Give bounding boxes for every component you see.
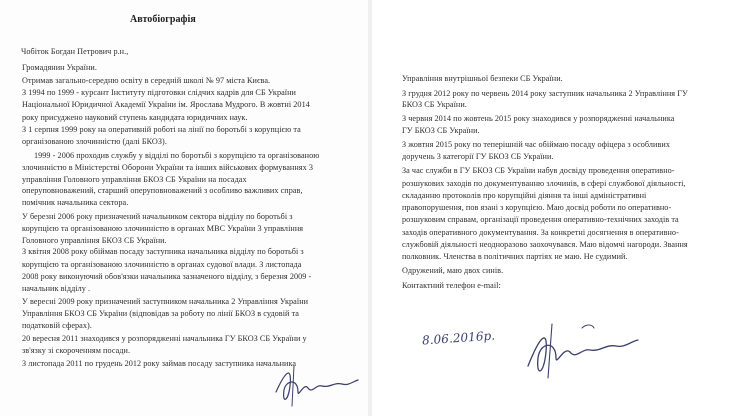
text-line: Управління внутрішньої безпеки СБ України. bbox=[402, 74, 563, 83]
text-line: Одружений, маю двох синів. bbox=[402, 266, 504, 275]
text-line: начальник відділу . bbox=[22, 284, 91, 293]
text-line: 2008 року виконуючий обов'язки начальника зазначеного відділу, з березня 2009 - bbox=[22, 272, 312, 281]
signature-2 bbox=[522, 318, 642, 382]
text-line: зв'язку зі скороченням посади. bbox=[22, 346, 131, 355]
text-line: З листопада 2011 по грудень 2012 року займав посаду заступника начальника bbox=[22, 359, 297, 368]
text-line: З жовтня 2015 року по теперішній час обіймаю посаду офіцера з особливих bbox=[402, 140, 670, 149]
text-line: Чобіток Богдан Петрович р.н., bbox=[21, 47, 129, 56]
text-line: управління Головного управління БКОЗ СБ України на посадах bbox=[22, 175, 247, 184]
signature-1 bbox=[272, 362, 362, 408]
text-line: Громадянин України. bbox=[22, 63, 97, 72]
text-line: 20 вересня 2011 знаходився у розпорядженні начальника ГУ БКОЗ СБ України у bbox=[22, 334, 307, 343]
text-line: корупцією та організованою злочинністю в органах судової влади. З листопада bbox=[22, 260, 302, 269]
text-line: Національної Юридичної Академії України ім. Ярослава Мудрого. В жовтні 2014 bbox=[22, 100, 310, 109]
text-line: З квітня 2008 року обіймав посаду заступника начальника відділу по боротьбі з bbox=[22, 247, 304, 256]
text-line: полковник. Членства в політичних партіях не маю. Не судимий. bbox=[402, 252, 628, 261]
text-line: помічник начальника сектора. bbox=[22, 198, 129, 207]
text-line: Контактний телефон e-mail: bbox=[402, 281, 501, 290]
document-title: Автобіографія bbox=[130, 14, 196, 25]
text-line: У вересні 2009 року призначений заступником начальника 2 Управління України bbox=[22, 297, 309, 306]
text-line: розшукових заходів по документуванню злочинів, в сфері службової діяльності, bbox=[402, 179, 686, 188]
autobiography-page-2 bbox=[372, 0, 740, 416]
text-line: З 1994 по 1999 - курсант Інституту підготовки слідчих кадрів для СБ України bbox=[22, 88, 296, 97]
text-line: податковій сферах). bbox=[22, 321, 92, 330]
text-line: У березні 2006 року призначений начальником сектора відділу по боротьбі з bbox=[22, 212, 293, 221]
text-line: складанню протоколів про корупційні діяння та інші адміністративні bbox=[402, 191, 647, 200]
text-line: злочинністю в Міністерстві Оборони України та інших військових формуваннях 3 bbox=[22, 163, 313, 172]
text-line: З 1 серпня 1999 року на оперативній роботі на лінії по боротьбі з корупцією та bbox=[22, 125, 301, 134]
text-line: Головного управління БКОЗ СБ України. bbox=[22, 236, 167, 245]
text-line: правопорушення, пов язані з корупцією. Маю досвід роботи по оперативно- bbox=[402, 203, 672, 212]
text-line: службовій діяльності неодноразово заохочувався. Маю відомчі нагороди. Звання bbox=[402, 240, 688, 249]
autobiography-page-1 bbox=[0, 0, 368, 416]
text-line: заходів оперативного документування. За конкретні досягнення в оперативно- bbox=[402, 228, 679, 237]
handwritten-date: 8.06.2016р. bbox=[421, 328, 496, 348]
text-line: Управління БКОЗ СБ України (відповідав за роботу по лінії БКОЗ в судовій та bbox=[22, 309, 299, 318]
text-line: За час служби в ГУ БКОЗ СБ України набув досвіду проведення оперативно- bbox=[402, 166, 675, 175]
text-line: року присуджено науковий ступень кандидата юридичних наук. bbox=[22, 113, 248, 122]
text-line: 1999 - 2006 проходив службу у відділі по боротьбі з корупцією та організованою bbox=[34, 151, 320, 160]
text-line: З грудня 2012 року по червень 2014 року заступник начальника 2 Управління ГУ bbox=[402, 89, 688, 98]
text-line: доручень 3 категорії ГУ БКОЗ СБ України. bbox=[402, 152, 554, 161]
text-line: БКОЗ СБ України. bbox=[402, 100, 467, 109]
text-line: розшуковим справам, організації проведення оперативно-технічних заходів та bbox=[402, 215, 679, 224]
text-line: З червня 2014 по жовтень 2015 року знаходився у розпорядженні начальника bbox=[402, 114, 675, 123]
text-line: корупцією та організованою злочинністю в органах МВС України 3 управління bbox=[22, 224, 304, 233]
text-line: Отримав загально-середню освіту в середній школі № 97 міста Києва. bbox=[22, 76, 271, 85]
text-line: оперуповноважений, старший оперуповноважений з особливо важливих справ, bbox=[22, 186, 303, 195]
text-line: організованою злочинністю (далі БКОЗ). bbox=[22, 137, 167, 146]
text-line: ГУ БКОЗ СБ України. bbox=[402, 126, 480, 135]
